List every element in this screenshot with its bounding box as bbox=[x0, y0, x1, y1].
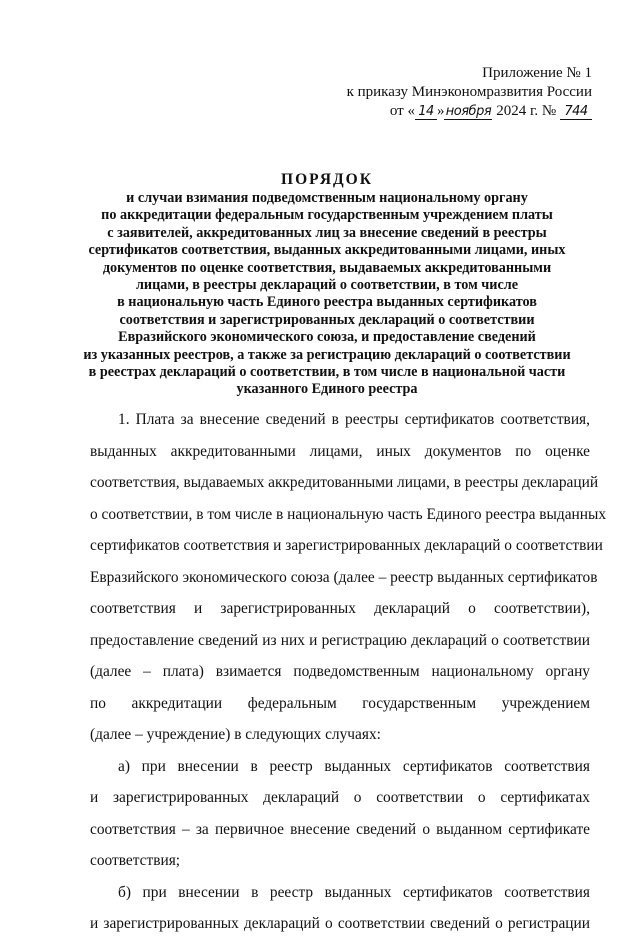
body-line: соответствия; bbox=[90, 852, 181, 869]
title-line: лицами, в реестры деклараций о соответствии, в том числе bbox=[135, 277, 519, 294]
body-line: соответствия, выдаваемых аккредитованными лицами, в реестры деклараций bbox=[90, 474, 599, 491]
date-quote-close: » bbox=[436, 103, 445, 119]
document-body bbox=[90, 404, 607, 940]
body-line: предоставление сведений из них и регистрацию деклараций о соответствии bbox=[90, 631, 590, 649]
title-line: в национальную часть Единого реестра выданных сертификатов bbox=[117, 294, 537, 311]
body-line: о соответствии, в том числе в национальную часть Единого реестра выданных bbox=[90, 505, 607, 523]
body-line: Евразийского экономического союза (далее – реестр выданных сертификатов bbox=[90, 568, 598, 586]
title-line: в реестрах деклараций о соответствии, в том числе в национальной части bbox=[88, 364, 566, 381]
appendix-header bbox=[300, 64, 592, 121]
body-line: б) при внесении в реестр выданных сертификатов соответствия bbox=[118, 883, 590, 901]
order-date-number bbox=[300, 102, 592, 121]
title-line: по аккредитации федеральным государственным учреждением платы bbox=[101, 207, 553, 224]
date-prefix: от « bbox=[389, 103, 415, 119]
handwritten-order-number: 744 bbox=[560, 105, 592, 120]
title-line: из указанных реестров, а также за регистрацию деклараций о соответствии bbox=[83, 346, 571, 363]
title-line: и случаи взимания подведомственным национальному органу bbox=[126, 190, 528, 206]
handwritten-month: ноября bbox=[445, 104, 492, 119]
handwritten-day: 14 bbox=[415, 105, 437, 120]
body-line: 1. Плата за внесение сведений в реестры сертификатов соответствия, bbox=[118, 411, 590, 428]
body-line: (далее – учреждение) в следующих случаях: bbox=[90, 726, 381, 743]
body-line: (далее – плата) взимается подведомственным национальному органу bbox=[90, 663, 590, 680]
title-line: документов по оценке соответствия, выдаваемых аккредитованными bbox=[102, 259, 552, 276]
body-line: и зарегистрированных деклараций о соответствии сведений о регистрации bbox=[90, 915, 590, 932]
title-line: Евразийского экономического союза, и предоставление сведений bbox=[118, 329, 536, 346]
body-line: соответствия и зарегистрированных деклараций о соответствии), bbox=[90, 600, 590, 617]
title-line: сертификатов соответствия, выданных аккредитованными лицами, иных bbox=[88, 242, 566, 259]
document-title bbox=[70, 170, 584, 399]
date-year: 2024 г. № bbox=[492, 103, 560, 119]
title-line: соответствия и зарегистрированных деклараций о соответствии bbox=[119, 311, 535, 328]
body-line: и зарегистрированных деклараций о соответствии о сертификатах bbox=[90, 789, 590, 806]
title-heading: ПОРЯДОК bbox=[281, 171, 373, 188]
body-line: соответствия – за первичное внесение сведений о выданном сертификате bbox=[90, 820, 590, 838]
order-reference: к приказу Минэкономразвития России bbox=[346, 84, 592, 100]
body-line: а) при внесении в реестр выданных сертификатов соответствия bbox=[118, 757, 590, 775]
body-line: выданных аккредитованными лицами, иных документов по оценке bbox=[90, 442, 590, 460]
body-line: сертификатов соответствия и зарегистрированных деклараций о соответствии bbox=[90, 537, 603, 554]
title-line: указанного Единого реестра bbox=[236, 381, 418, 398]
appendix-number: Приложение № 1 bbox=[482, 65, 592, 81]
body-line: по аккредитации федеральным государственным учреждением bbox=[90, 694, 590, 712]
title-line: с заявителей, аккредитованных лиц за внесение сведений в реестры bbox=[107, 224, 547, 241]
